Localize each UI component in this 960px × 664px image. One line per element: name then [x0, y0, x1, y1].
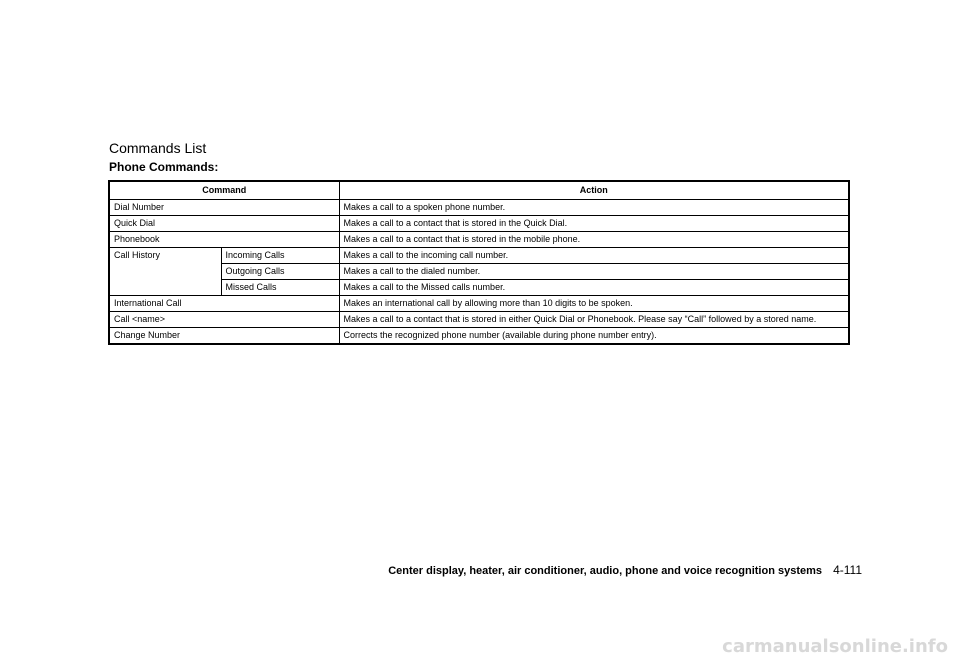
action-cell: Makes a call to the Missed calls number.: [339, 280, 849, 296]
action-cell: Makes a call to a contact that is stored in the mobile phone.: [339, 232, 849, 248]
table-header-row: [109, 181, 849, 200]
action-cell: Makes a call to the dialed number.: [339, 264, 849, 280]
action-cell: Makes a call to a contact that is stored in either Quick Dial or Phonebook. Please say “Call” followed by a stored name.: [339, 312, 849, 328]
action-cell: Makes a call to a contact that is stored in the Quick Dial.: [339, 216, 849, 232]
table-row: [109, 296, 849, 312]
action-cell: Corrects the recognized phone number (available during phone number entry).: [339, 328, 849, 345]
table-row: [109, 328, 849, 345]
action-cell: Makes a call to the incoming call number.: [339, 248, 849, 264]
subsection-title: Phone Commands:: [109, 160, 219, 174]
header-action: Action: [339, 181, 849, 200]
command-cell: Call <name>: [109, 312, 339, 328]
command-cell: Dial Number: [109, 200, 339, 216]
header-command: Command: [109, 181, 339, 200]
section-title: Commands List: [109, 140, 207, 156]
table-row: [109, 216, 849, 232]
watermark: carmanualsonline.info: [722, 636, 948, 657]
action-cell: Makes a call to a spoken phone number.: [339, 200, 849, 216]
subcommand-cell: Missed Calls: [221, 280, 339, 296]
table-row: [109, 248, 849, 264]
phone-commands-table: [108, 180, 850, 345]
table-row: [109, 232, 849, 248]
command-cell: Phonebook: [109, 232, 339, 248]
command-cell: International Call: [109, 296, 339, 312]
table-row: [109, 312, 849, 328]
table-row: [109, 200, 849, 216]
footer-section-label: Center display, heater, air conditioner, audio, phone and voice recognition systems: [388, 565, 823, 577]
subcommand-cell: Incoming Calls: [221, 248, 339, 264]
command-cell: Change Number: [109, 328, 339, 345]
page-footer: [388, 563, 862, 577]
command-cell: Quick Dial: [109, 216, 339, 232]
subcommand-cell: Outgoing Calls: [221, 264, 339, 280]
page-number: 4-111: [833, 563, 862, 577]
action-cell: Makes an international call by allowing more than 10 digits to be spoken.: [339, 296, 849, 312]
command-cell: Call History: [109, 248, 221, 296]
